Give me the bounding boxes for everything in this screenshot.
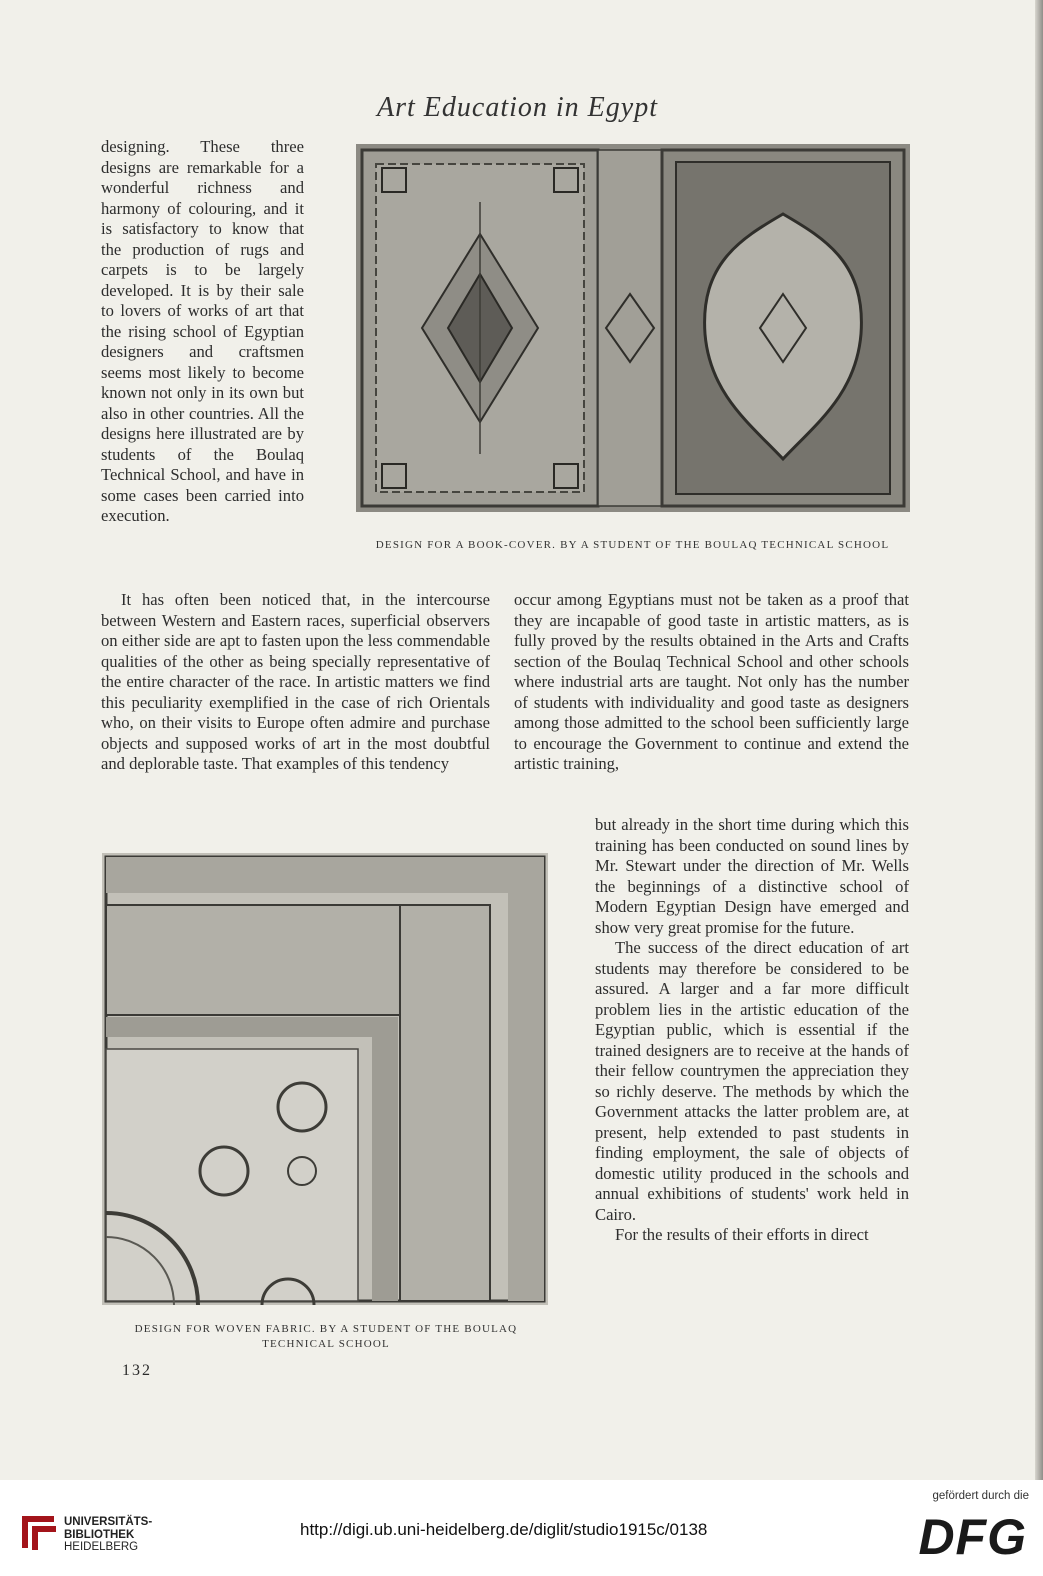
column-right: [514, 590, 909, 775]
page-edge: [1035, 0, 1043, 1480]
woven-fabric-caption-line1: DESIGN FOR WOVEN FABRIC. BY A STUDENT OF THE BOULAQ: [134, 1323, 518, 1335]
woven-fabric-caption: [100, 1322, 552, 1352]
uni-heidelberg-logo-icon: [20, 1514, 58, 1552]
column-intro: [101, 137, 304, 527]
running-title: Art Education in Egypt: [377, 92, 658, 123]
paragraph-intercourse: It has often been noticed that, in the intercourse between Western and Eastern races, superficial observers on either side are apt to fasten upon the less commendable qualities of the other as being specially representative of the entire character of the race. In artistic matters we find this peculiarity exemplified in the case of rich Orientals who, on their visits to Europe often admire and purchase objects and supposed works of art in the most doubtful and deplorable taste. That examples of this tendency: [101, 590, 490, 773]
dfg-logo: DFG: [918, 1509, 1027, 1565]
woven-fabric-caption-line2: TECHNICAL SCHOOL: [262, 1338, 390, 1350]
library-name-line1: UNIVERSITÄTS-: [64, 1516, 153, 1528]
digitization-footer: [0, 1480, 1043, 1576]
paragraph-success: The success of the direct education of art students may therefore be considered to be assured. A larger and a far more difficult problem lies in the artistic education of the Egyptian public, which is essential if the trained designers are to receive at the hands of their fellow countrymen the appreciation they so richly deserve. The methods by which the Government attacks the latter problem are, at present, help extended to past students in finding employment, the sale of objects of domestic utility produced in the schools and annual exhibitions of students' work held in Cairo.: [595, 938, 909, 1224]
sponsor-label: gefördert durch die: [932, 1490, 1029, 1502]
paragraph-intro: designing. These three designs are remarkable for a wonderful richness and harmony of colouring, and it is satisfactory to know that the production of rugs and carpets is to be largely developed. It is by their sale to lovers of works of art that the rising school of Egyptian designers and craftsmen seems most likely to become known not only in its own but also in other countries. All the designs here illustrated are by students of the Boulaq Technical School, and have in some cases been carried into execution.: [101, 137, 304, 525]
book-cover-caption: DESIGN FOR A BOOK-COVER. BY A STUDENT OF THE BOULAQ TECHNICAL SCHOOL: [375, 539, 890, 551]
library-name-line3: HEIDELBERG: [64, 1541, 139, 1553]
column-right-narrow: [595, 815, 909, 1246]
woven-fabric-image: [102, 853, 548, 1305]
library-name-line2: BIBLIOTHEK: [64, 1528, 135, 1541]
paragraph-results: For the results of their efforts in direct: [615, 1225, 869, 1244]
paragraph-egyptians: occur among Egyptians must not be taken as a proof that they are incapable of good taste in artistic matters, as is fully proved by the results obtained in the Arts and Crafts section of the Boulaq Technical School and other schools where industrial arts are taught. Not only has the number of students with individuality and good taste as designers among those admitted to the school been sufficiently large to encourage the Government to continue and extend the artistic training,: [514, 590, 909, 773]
book-cover-illustration: [356, 144, 910, 512]
permalink-url[interactable]: http://digi.ub.uni-heidelberg.de/diglit/studio1915c/0138: [300, 1520, 708, 1539]
column-left: [101, 590, 490, 775]
page-number: 132: [122, 1362, 152, 1379]
book-cover-image: [356, 144, 910, 512]
woven-fabric-illustration: [102, 853, 548, 1305]
library-name: [64, 1516, 152, 1554]
paragraph-training: but already in the short time during which this training has been conducted on sound lines by Mr. Stewart under the direction of Mr. Wells the beginnings of a distinctive school of Modern Egyptian Design have emerged and show very great promise for the future.: [595, 815, 909, 937]
